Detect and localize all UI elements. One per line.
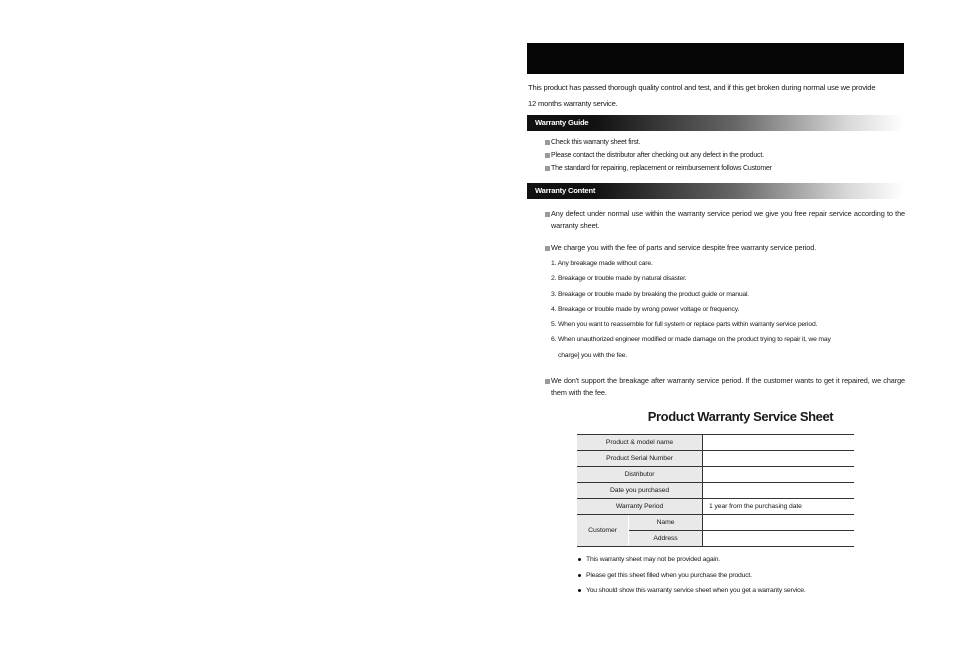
warranty-guide-list — [545, 136, 905, 175]
serial-number-label: Product Serial Number — [577, 451, 703, 467]
list-item: charge] you with the fee. — [558, 351, 628, 359]
fee-paragraph: We charge you with the fee of parts and service despite free warranty service period. — [545, 242, 905, 254]
table-row — [577, 435, 854, 451]
free-repair-paragraph: Any defect under normal use within the warranty service period we give you free repair service according to the warranty sheet. — [545, 208, 905, 232]
list-item: Check this warranty sheet first. — [545, 136, 905, 149]
customer-name-field — [703, 515, 855, 531]
list-item: 6. When unauthorized engineer modified or made damage on the product trying to repair it, we may — [551, 336, 831, 344]
header-bar — [527, 43, 904, 74]
square-bullet-icon — [545, 212, 550, 217]
customer-address-field — [703, 531, 855, 547]
serial-number-field — [703, 451, 855, 467]
list-item: 3. Breakage or trouble made by breaking the product guide or manual. — [551, 290, 749, 298]
purchase-date-label: Date you purchased — [577, 483, 703, 499]
table-row — [577, 499, 854, 515]
dot-bullet-icon — [578, 574, 581, 577]
product-model-label: Product & model name — [577, 435, 703, 451]
square-bullet-icon — [545, 153, 550, 158]
square-bullet-icon — [545, 379, 550, 384]
square-bullet-icon — [545, 246, 550, 251]
after-period-paragraph: We don't support the breakage after warranty service period. If the customer wants to get it repaired, we charge them with the fee. — [545, 375, 905, 399]
list-item: 4. Breakage or trouble made by wrong power voltage or frequency. — [551, 305, 740, 313]
distributor-field — [703, 467, 855, 483]
intro-line-2: 12 months warranty service. — [528, 99, 618, 108]
intro-line-1: This product has passed thorough quality control and test, and if this get broken during normal use we provide — [528, 83, 876, 92]
distributor-label: Distributor — [577, 467, 703, 483]
warranty-sheet-table — [577, 434, 854, 547]
list-item: The standard for repairing, replacement or reimbursement follows Customer — [545, 162, 905, 175]
customer-label: Customer — [577, 515, 629, 547]
warranty-period-value: 1 year from the purchasing date — [703, 499, 855, 515]
dot-bullet-icon — [578, 589, 581, 592]
sheet-notes-list — [578, 552, 898, 599]
warranty-period-label: Warranty Period — [577, 499, 703, 515]
sheet-title: Product Warranty Service Sheet — [647, 409, 834, 424]
dot-bullet-icon — [578, 558, 581, 561]
table-row — [577, 467, 854, 483]
list-item: 1. Any breakage made without care. — [551, 260, 653, 267]
warranty-content-heading: Warranty Content — [527, 183, 904, 199]
table-row — [577, 451, 854, 467]
warranty-guide-heading: Warranty Guide — [527, 115, 904, 131]
square-bullet-icon — [545, 140, 550, 145]
table-row — [577, 483, 854, 499]
customer-name-label: Name — [629, 515, 703, 531]
list-item: Please contact the distributor after checking out any defect in the product. — [545, 149, 905, 162]
square-bullet-icon — [545, 166, 550, 171]
fee-conditions-list — [551, 256, 901, 363]
list-item: This warranty sheet may not be provided again. — [578, 552, 898, 568]
customer-address-label: Address — [629, 531, 703, 547]
list-item: 5. When you want to reassemble for full system or replace parts within warranty service period. — [551, 321, 818, 329]
list-item: 2. Breakage or trouble made by natural disaster. — [551, 275, 687, 283]
list-item: Please get this sheet filled when you purchase the product. — [578, 568, 898, 584]
list-item: You should show this warranty service sheet when you get a warranty service. — [578, 583, 898, 599]
purchase-date-field — [703, 483, 855, 499]
product-model-field — [703, 435, 855, 451]
intro-text — [528, 80, 904, 112]
table-row — [577, 515, 854, 531]
